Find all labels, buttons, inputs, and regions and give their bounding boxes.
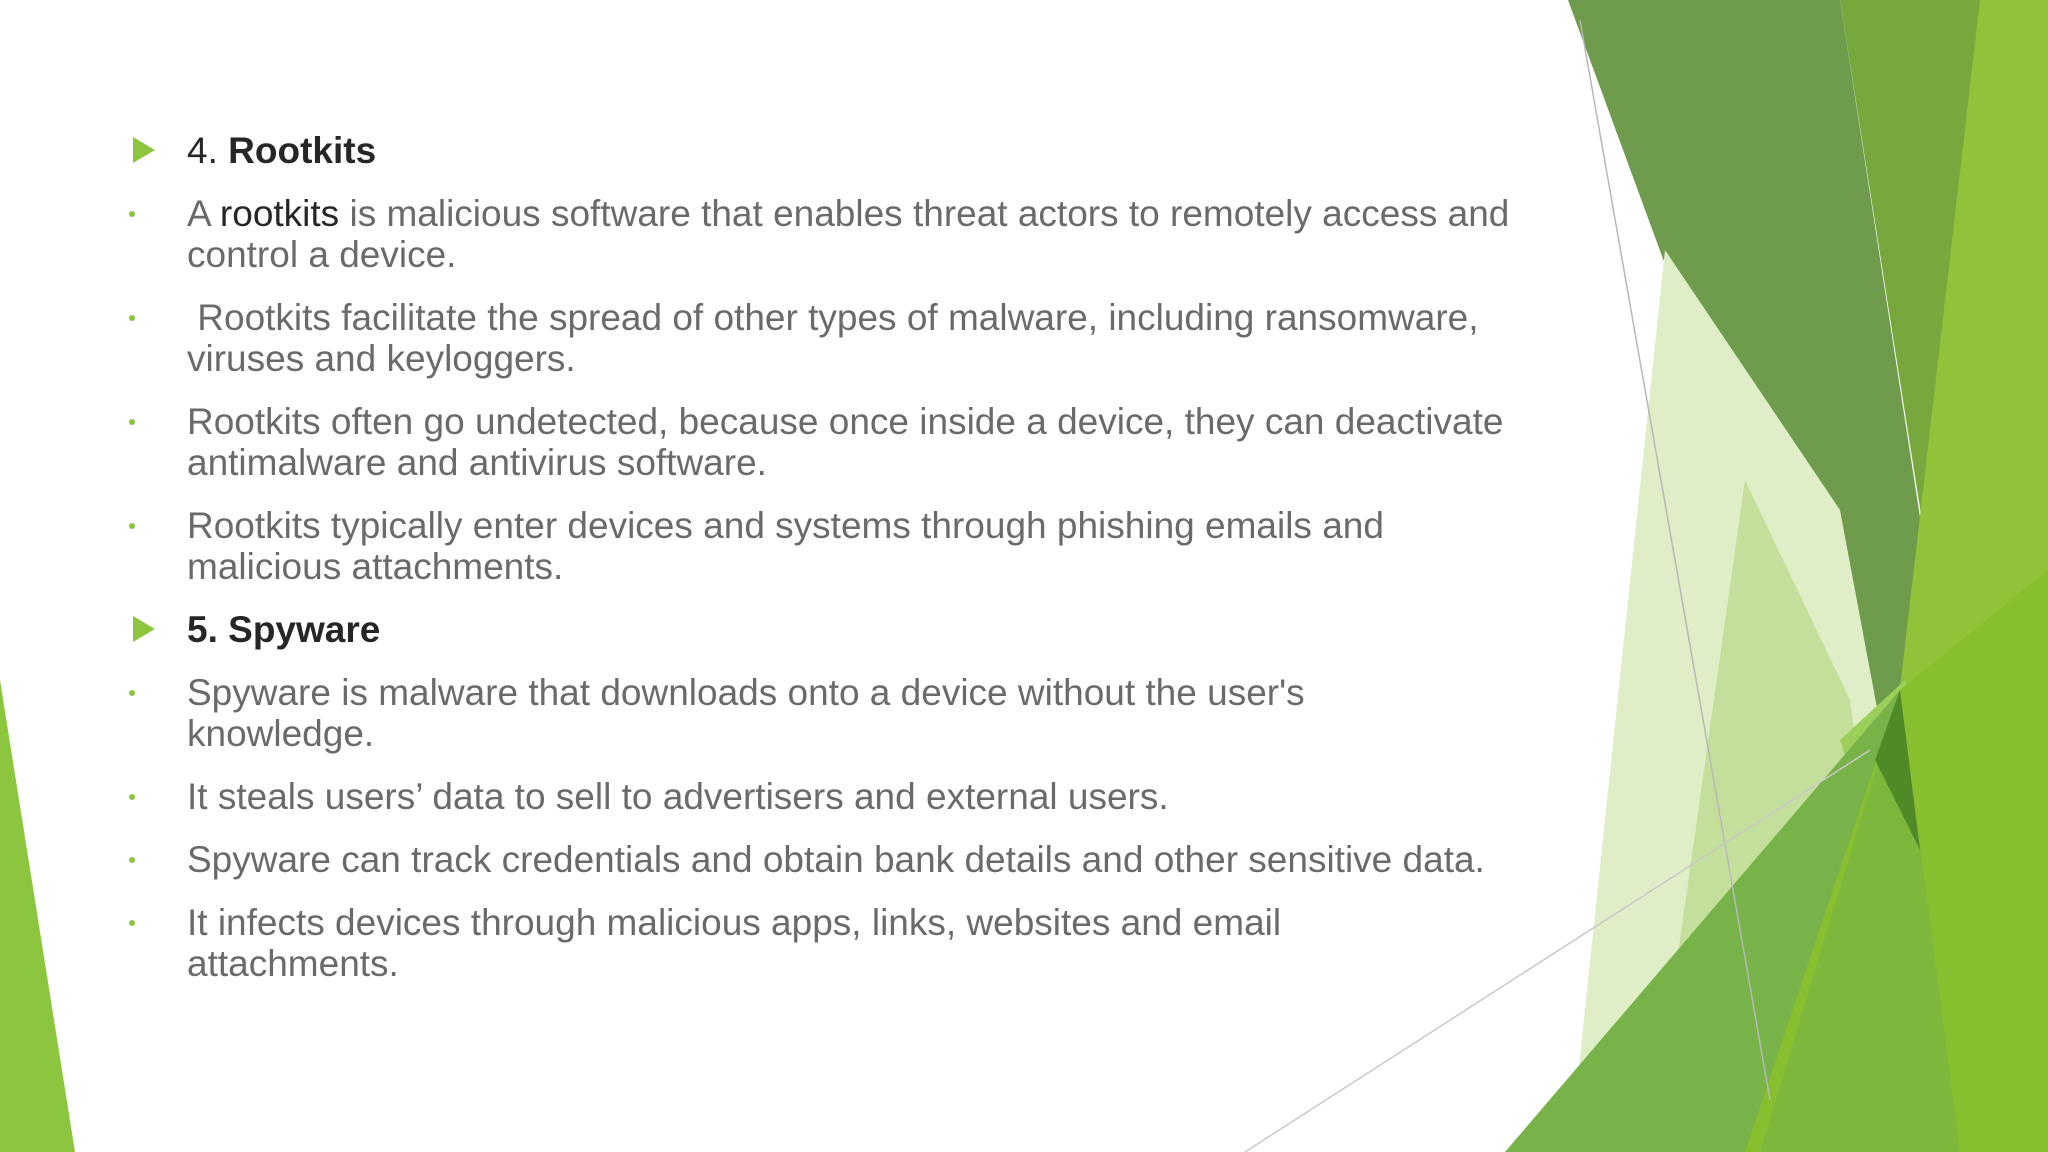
bullet-item (125, 401, 1565, 483)
bullet-text: is malicious software that enables threat actors to remotely access and control a device. (187, 193, 1510, 275)
bullet-text: Rootkits facilitate the spread of other types of malware, including ransomware, viruses and keyloggers. (187, 297, 1489, 379)
bullet-item (125, 839, 1565, 880)
bullet-prefix: A (187, 193, 220, 234)
heading-title: 5. Spyware (187, 609, 381, 650)
bullet-text: Spyware can track credentials and obtain bank details and other sensitive data. (187, 839, 1485, 880)
arrow-bullet-icon (125, 609, 155, 650)
dot-bullet-icon (125, 839, 155, 880)
section-heading-rootkits (125, 130, 1565, 171)
bullet-item (125, 297, 1565, 379)
bullet-item (125, 672, 1447, 754)
bullet-item (125, 902, 1427, 984)
dot-bullet-icon (125, 902, 155, 943)
dot-bullet-icon (125, 401, 155, 442)
bullet-text: Spyware is malware that downloads onto a device without the user's knowledge. (187, 672, 1305, 754)
bullet-text: Rootkits often go undetected, because once inside a device, they can deactivate antimalware and antivirus software. (187, 401, 1504, 483)
dot-bullet-icon (125, 505, 155, 546)
bullet-text: It steals users’ data to sell to advertisers and external users. (187, 776, 1169, 817)
section-heading-spyware (125, 609, 1565, 650)
bullet-item (125, 776, 1565, 817)
heading-number: 4. (187, 130, 229, 171)
bullet-item (125, 193, 1565, 275)
slide-content (125, 130, 1565, 1006)
heading-title: Rootkits (228, 130, 377, 171)
left-edge-shape (0, 680, 75, 1152)
dot-bullet-icon (125, 776, 155, 817)
bullet-text: It infects devices through malicious apps, links, websites and email attachments. (187, 902, 1282, 984)
dot-bullet-icon (125, 297, 155, 338)
arrow-bullet-icon (125, 130, 155, 171)
bullet-text: Rootkits typically enter devices and systems through phishing emails and malicious attachments. (187, 505, 1384, 587)
bullet-highlight: rootkits (219, 193, 340, 234)
bullet-item (125, 505, 1527, 587)
dot-bullet-icon (125, 672, 155, 713)
dot-bullet-icon (125, 193, 155, 234)
